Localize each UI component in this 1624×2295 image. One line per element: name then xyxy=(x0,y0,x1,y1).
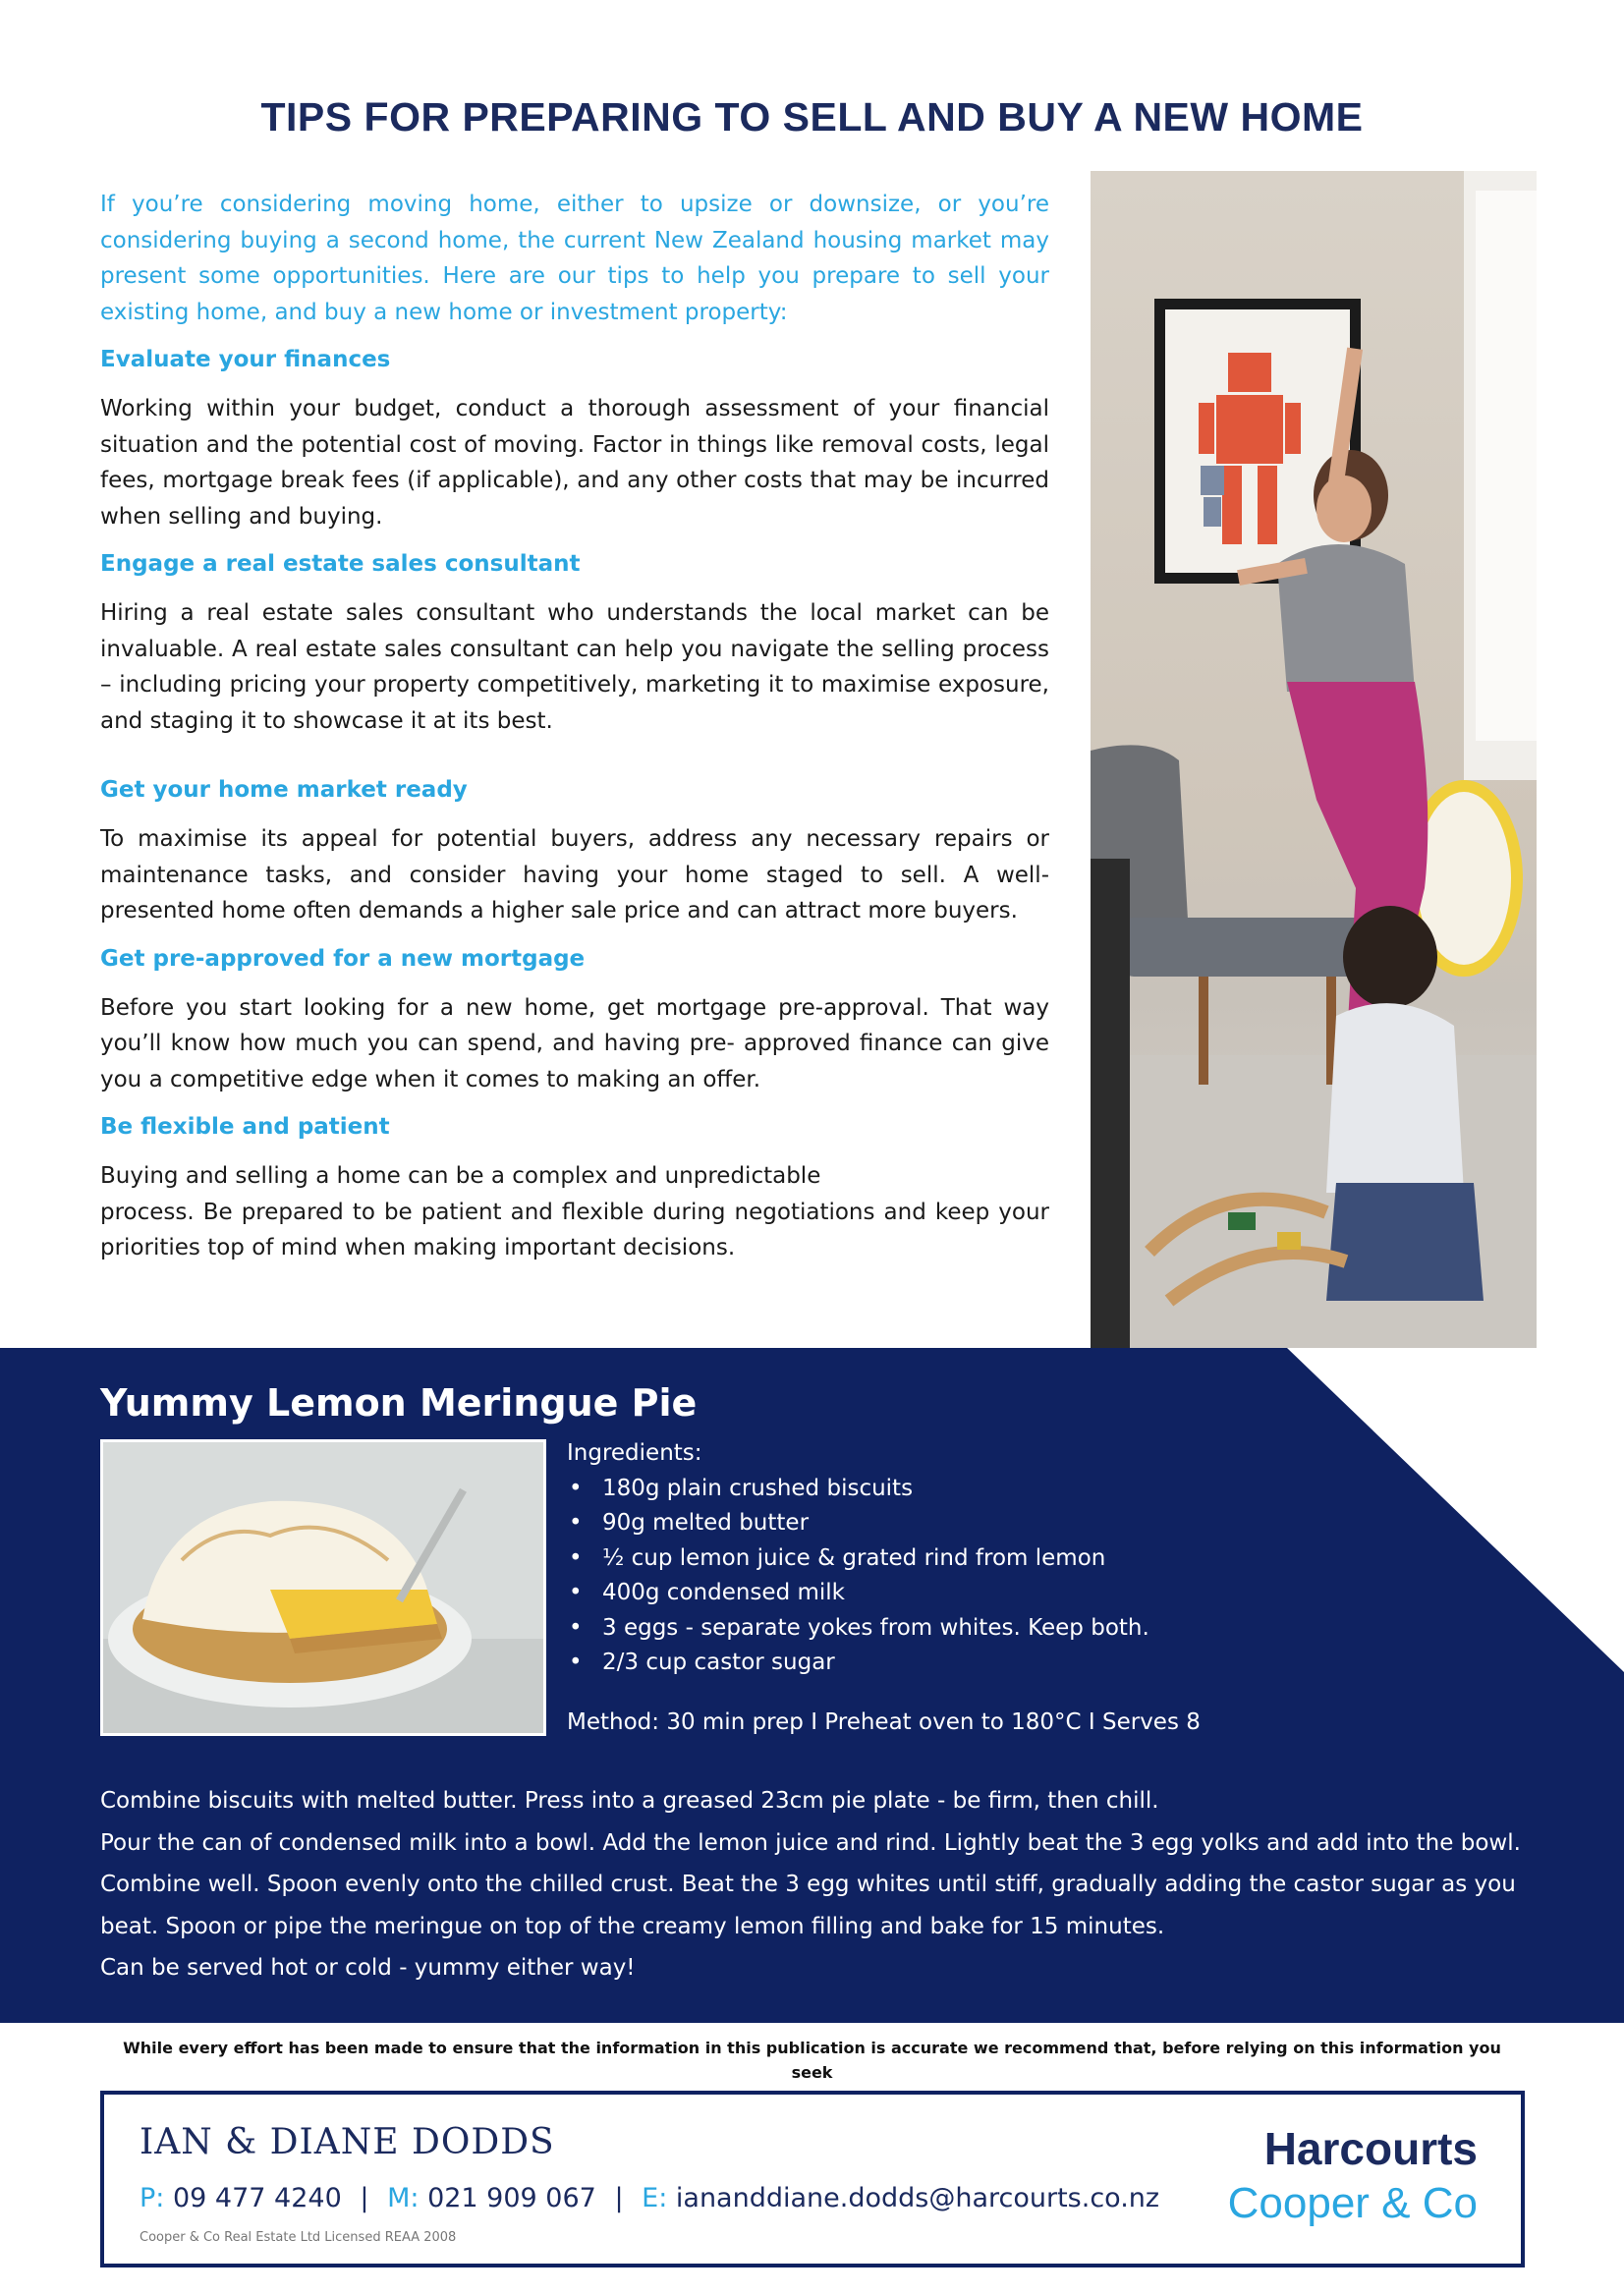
tip-body-line1: Buying and selling a home can be a complex and unpredictable xyxy=(100,1163,821,1189)
tip-body: Hiring a real estate sales consultant who understands the local market can be invaluable. A real estate sales consultant can help you navigate the selling process – including pricing your property competitively, marketing it to maximise exposure, and staging it to showcase it at its best. xyxy=(100,600,1049,734)
recipe-title: Yummy Lemon Meringue Pie xyxy=(100,1381,698,1425)
separator: | xyxy=(614,2183,624,2213)
ingredients-list xyxy=(567,1436,1255,1681)
ingredient-item: • 2/3 cup castor sugar xyxy=(567,1646,1255,1681)
tip-heading: Evaluate your finances xyxy=(100,347,391,372)
recipe-step: beat. Spoon or pipe the meringue on top of the creamy lemon filling and bake for 15 minutes. xyxy=(100,1913,1165,1939)
contact-details xyxy=(140,2183,1159,2213)
phone-number[interactable]: 09 477 4240 xyxy=(172,2183,342,2213)
email-label: E: xyxy=(642,2183,668,2213)
agent-contact-card xyxy=(100,2091,1525,2267)
recipe-method: Method: 30 min prep I Preheat oven to 180°C I Serves 8 xyxy=(567,1709,1201,1735)
tip-heading: Get your home market ready xyxy=(100,777,468,803)
tip-flexible xyxy=(100,1109,1049,1266)
tip-heading: Engage a real estate sales consultant xyxy=(100,551,581,577)
recipe-step: Can be served hot or cold - yummy either way! xyxy=(100,1955,636,1981)
recipe-step: Combine biscuits with melted butter. Press into a greased 23cm pie plate - be firm, then chill. xyxy=(100,1788,1159,1814)
article xyxy=(100,187,1049,1266)
email-link[interactable]: iananddiane.dodds@harcourts.co.nz xyxy=(675,2183,1160,2213)
tip-body: Working within your budget, conduct a thorough assessment of your financial situation and the potential cost of moving. Factor in things like removal costs, legal fees, mortgage break fees (if applicable), and any other costs that may be incurred when selling and buying. xyxy=(100,396,1049,530)
agent-name: IAN & DIANE DODDS xyxy=(140,2122,555,2162)
disclaimer-line: While every effort has been made to ensure that the information in this publication is accurate we recommend that, before relying on this information you seek xyxy=(123,2039,1501,2082)
separator: | xyxy=(360,2183,369,2213)
recipe-step: Pour the can of condensed milk into a bowl. Add the lemon juice and rind. Lightly beat the 3 egg yolks and add into the bowl. xyxy=(100,1829,1521,1856)
ingredient-item: • ½ cup lemon juice & grated rind from lemon xyxy=(567,1541,1255,1577)
recipe-step: Combine well. Spoon evenly onto the chilled crust. Beat the 3 egg whites until stiff, gradually adding the castor sugar as you xyxy=(100,1872,1516,1897)
tip-finances xyxy=(100,342,1049,534)
family-photo xyxy=(1091,171,1537,1352)
brand-logo-name: Harcourts xyxy=(1263,2123,1478,2174)
license-text: Cooper & Co Real Estate Ltd Licensed REAA 2008 xyxy=(140,2230,457,2245)
mobile-number[interactable]: 021 909 067 xyxy=(427,2183,596,2213)
tip-mortgage xyxy=(100,941,1049,1098)
tip-body-line2: process. Be prepared to be patient and flexible during negotiations and keep your priorities top of mind when making important decisions. xyxy=(100,1199,1049,1260)
tip-consultant xyxy=(100,546,1049,739)
ingredient-item: • 90g melted butter xyxy=(567,1506,1255,1541)
mobile-label: M: xyxy=(387,2183,420,2213)
ingredient-item: • 3 eggs - separate yokes from whites. Keep both. xyxy=(567,1611,1255,1647)
ingredients-label: Ingredients: xyxy=(567,1440,702,1466)
tip-heading: Be flexible and patient xyxy=(100,1114,390,1140)
recipe-steps xyxy=(100,1780,1554,1989)
tip-body: Before you start looking for a new home, get mortgage pre-approval. That way you’ll know how much you can spend, and having pre- approved finance can give you a competitive edge when it comes to making an offer. xyxy=(100,994,1049,1092)
ingredient-item: • 400g condensed milk xyxy=(567,1576,1255,1611)
brand-logo-sub: Cooper & Co xyxy=(1227,2179,1478,2227)
tip-heading: Get pre-approved for a new mortgage xyxy=(100,945,586,972)
tip-market-ready xyxy=(100,772,1049,929)
lemon-pie-photo xyxy=(100,1439,546,1736)
phone-label: P: xyxy=(140,2183,165,2213)
ingredient-item: • 180g plain crushed biscuits xyxy=(567,1472,1255,1507)
tip-body: To maximise its appeal for potential buyers, address any necessary repairs or maintenance tasks, and consider having your home staged to sell. A well-presented home often demands a higher sale price and can attract more buyers. xyxy=(100,826,1049,924)
intro-paragraph: If you’re considering moving home, either to upsize or downsize, or you’re considering buying a second home, the current New Zealand housing market may present some opportunities. Here are our tips to help you prepare to sell your existing home, and buy a new home or investment property: xyxy=(100,192,1049,325)
page-title: TIPS FOR PREPARING TO SELL AND BUY A NEW HOME xyxy=(260,94,1364,140)
